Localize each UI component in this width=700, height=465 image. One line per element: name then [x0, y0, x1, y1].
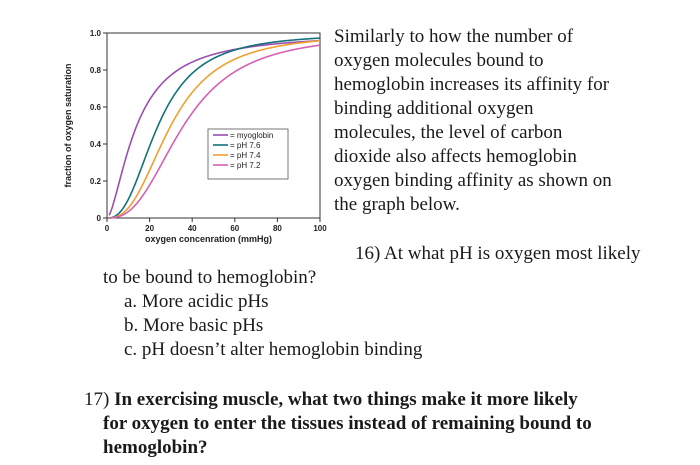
- y-tick-label: 1.0: [89, 29, 101, 38]
- x-tick-label: 20: [145, 224, 155, 233]
- x-tick-label: 40: [187, 224, 197, 233]
- x-axis-title: oxygen concenration (mmHg): [144, 234, 273, 244]
- legend-label: = pH 7.2: [230, 161, 261, 170]
- question-17-line3: hemoglobin?: [103, 437, 208, 458]
- x-tick-label: 100: [313, 224, 327, 233]
- intro-paragraph: [334, 25, 664, 217]
- y-tick-label: 0.8: [89, 66, 101, 75]
- question-16-options: [124, 290, 422, 362]
- intro-line: oxygen binding affinity as shown on: [334, 170, 612, 191]
- option-a: a. More acidic pHs: [124, 291, 269, 312]
- intro-line: the graph below.: [334, 194, 460, 215]
- x-tick-label: 80: [272, 224, 282, 233]
- x-tick-label: 60: [230, 224, 240, 233]
- intro-line: hemoglobin increases its affinity for: [334, 74, 610, 95]
- question-16-line1: 16) At what pH is oxygen most likely: [355, 243, 641, 264]
- legend-label: = myoglobin: [230, 131, 274, 140]
- oxygen-saturation-chart: [60, 28, 335, 253]
- intro-line: oxygen molecules bound to: [334, 50, 544, 71]
- y-axis-title: fraction of oxygen saturation: [63, 63, 73, 188]
- x-tick-label: 0: [104, 224, 110, 233]
- question-16-line2: to be bound to hemoglobin?: [103, 267, 317, 288]
- y-tick-label: 0.4: [89, 140, 101, 149]
- chart-svg: [60, 28, 335, 253]
- question-17-line1: In exercising muscle, what two things make it more likely: [114, 389, 578, 410]
- intro-line: binding additional oxygen: [334, 98, 534, 119]
- legend-label: = pH 7.4: [230, 151, 261, 160]
- intro-line: Similarly to how the number of: [334, 26, 574, 47]
- y-tick-label: 0: [96, 214, 101, 223]
- series-line: [109, 38, 320, 218]
- y-tick-label: 0.2: [89, 177, 101, 186]
- question-17-number: 17): [84, 389, 110, 410]
- intro-line: dioxide also affects hemoglobin: [334, 146, 577, 167]
- option-c: c. pH doesn’t alter hemoglobin binding: [124, 339, 423, 360]
- question-17: [84, 388, 644, 460]
- intro-line: molecules, the level of carbon: [334, 122, 563, 143]
- option-b: b. More basic pHs: [124, 315, 264, 336]
- legend-label: = pH 7.6: [230, 141, 261, 150]
- y-tick-label: 0.6: [89, 103, 101, 112]
- question-17-line2: for oxygen to enter the tissues instead of remaining bound to: [103, 413, 592, 434]
